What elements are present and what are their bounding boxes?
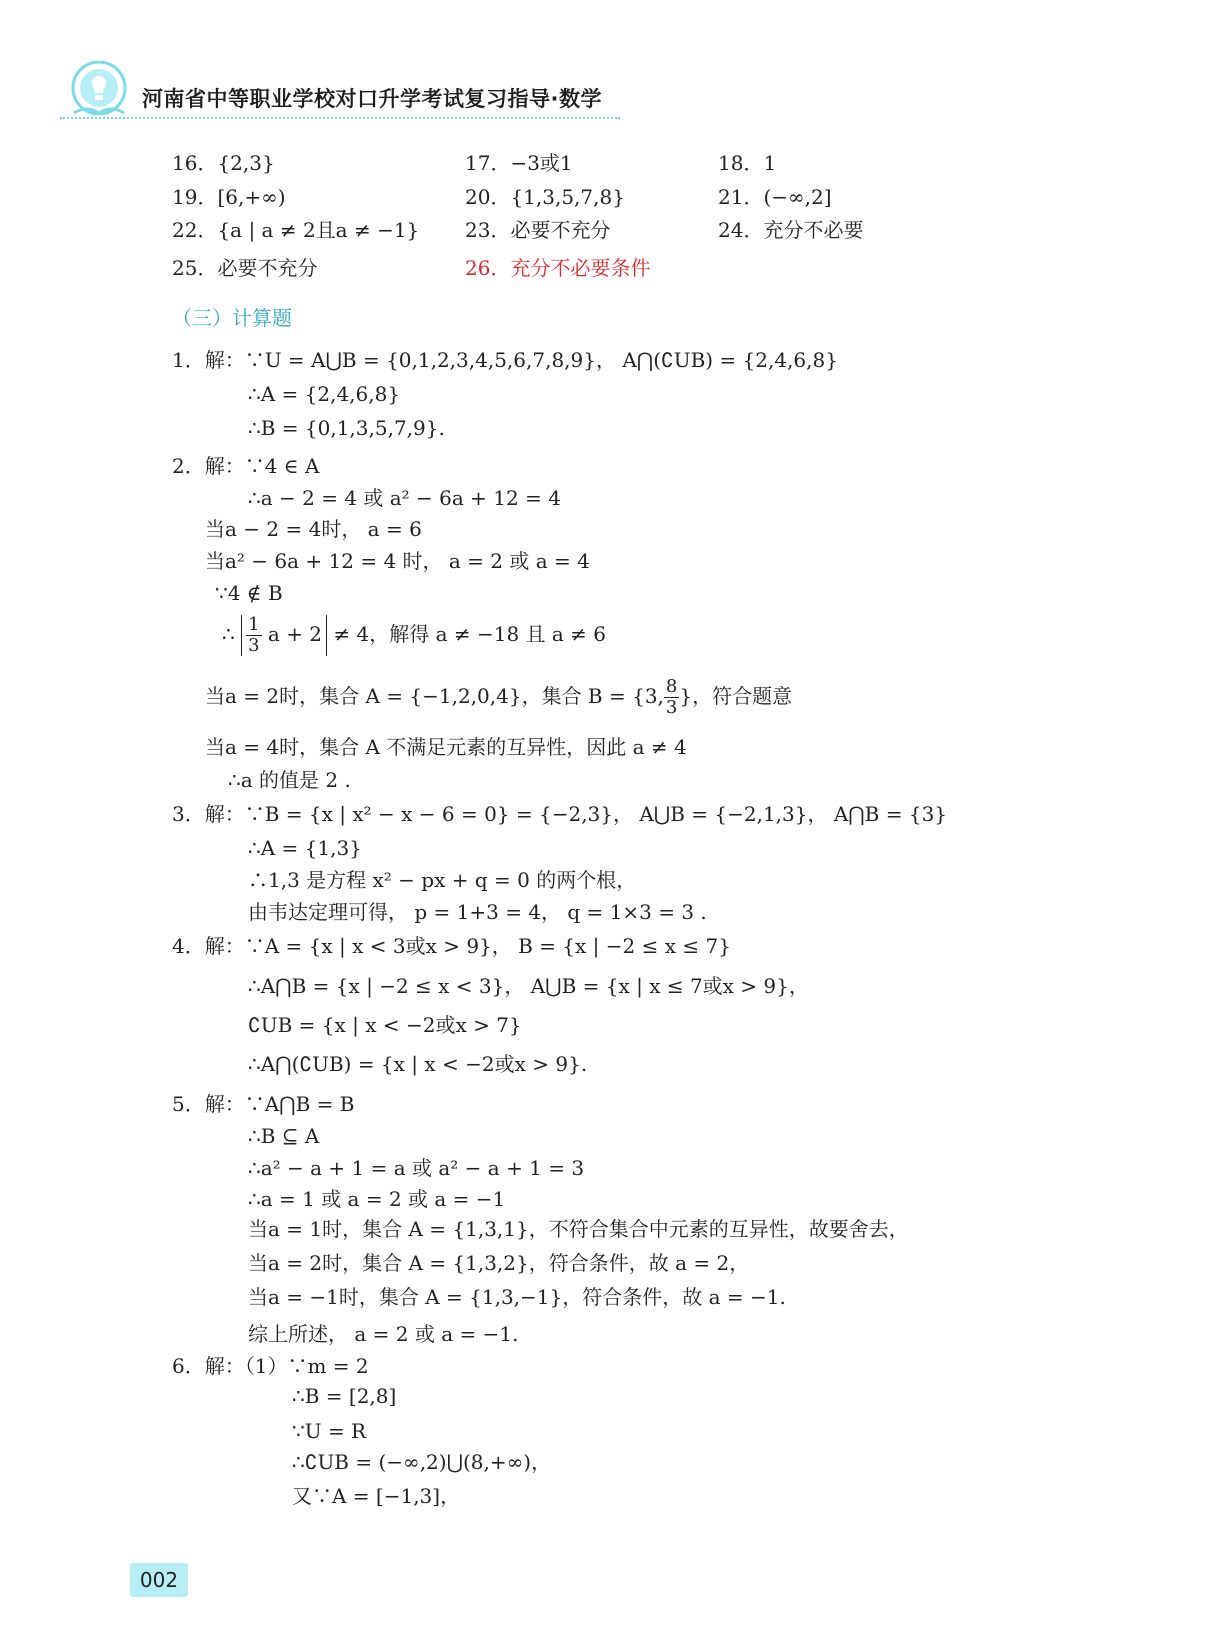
therefore-symbol: ∴ xyxy=(222,622,235,646)
solution-3-line-3: ∴1,3 是方程 x² − px + q = 0 的两个根， xyxy=(248,868,637,892)
answer-18: 18．1 xyxy=(718,151,777,175)
fraction-numerator: 1 xyxy=(248,614,260,635)
answer-25: 25．必要不充分 xyxy=(172,256,318,280)
section-heading: （三）计算题 xyxy=(172,306,292,330)
solution-5-line-2: ∴B ⊆ A xyxy=(248,1124,320,1148)
header-divider xyxy=(60,117,620,119)
solution-2-set-text: 当a = 2时，集合 A = {−1,2,0,4}，集合 B = xyxy=(205,684,626,708)
solution-6-line-1: 6．解：（1）∵m = 2 xyxy=(172,1354,369,1378)
solution-2-line-8: 当a = 4时，集合 A 不满足元素的互异性，因此 a ≠ 4 xyxy=(205,735,687,759)
fraction-eight-thirds xyxy=(664,677,679,718)
solution-2-condition: ≠ 4，解得 a ≠ −18 且 a ≠ 6 xyxy=(333,622,607,646)
solution-2-line-7 xyxy=(205,672,792,720)
set-b-open: {3, xyxy=(632,684,664,708)
solution-1-line-1: 1．解：∵U = A⋃B = {0,1,2,3,4,5,6,7,8,9}， A⋂(∁UB) = {2,4,6,8} xyxy=(172,348,838,372)
solution-1-line-3: ∴B = {0,1,3,5,7,9}. xyxy=(248,416,445,440)
answer-17: 17．−3或1 xyxy=(465,151,573,175)
set-b-close: } xyxy=(679,684,693,708)
solution-4-line-2: ∴A⋂B = {x | −2 ≤ x < 3}， A⋃B = {x | x ≤ 7或x > 9}， xyxy=(248,974,809,998)
answer-23: 23．必要不充分 xyxy=(465,218,611,242)
answer-22: 22．{a | a ≠ 2且a ≠ −1} xyxy=(172,218,420,242)
solution-5-line-4: ∴a = 1 或 a = 2 或 a = −1 xyxy=(248,1187,506,1211)
solution-2-abs-line xyxy=(222,610,606,658)
page-header xyxy=(60,55,620,125)
solution-3-line-2: ∴A = {1,3} xyxy=(248,836,362,860)
solution-2-fits: ，符合题意 xyxy=(692,684,793,708)
solution-2-line-2: ∴a − 2 = 4 或 a² − 6a + 12 = 4 xyxy=(248,486,561,510)
solution-3-line-4: 由韦达定理可得， p = 1+3 = 4， q = 1×3 = 3 . xyxy=(248,900,707,924)
lightbulb-book-icon xyxy=(68,61,130,123)
solution-2-line-4: 当a² − 6a + 12 = 4 时， a = 2 或 a = 4 xyxy=(205,549,590,573)
solution-5-line-5: 当a = 1时，集合 A = {1,3,1}，不符合集合中元素的互异性，故要舍去， xyxy=(248,1217,909,1241)
page-number: 002 xyxy=(130,1563,188,1597)
fraction-numerator: 8 xyxy=(665,676,678,697)
answer-20: 20．{1,3,5,7,8} xyxy=(465,185,625,209)
solution-4-line-4: ∴A⋂(∁UB) = {x | x < −2或x > 9}. xyxy=(248,1052,588,1076)
absolute-value-expression xyxy=(241,615,327,656)
answer-16: 16．{2,3} xyxy=(172,151,275,175)
answer-19: 19．[6,+∞) xyxy=(172,185,286,209)
solution-4-line-1: 4．解：∵A = {x | x < 3或x > 9}， B = {x | −2 ≤ x ≤ 7} xyxy=(172,934,731,958)
solution-2-line-9: ∴a 的值是 2 . xyxy=(228,768,351,792)
fraction-one-third xyxy=(246,615,261,656)
solution-2-line-1: 2．解：∵4 ∈ A xyxy=(172,454,320,478)
solution-5-line-6: 当a = 2时，集合 A = {1,3,2}，符合条件，故 a = 2， xyxy=(248,1251,750,1275)
solution-6-line-3: ∵U = R xyxy=(292,1419,367,1443)
solution-5-line-3: ∴a² − a + 1 = a 或 a² − a + 1 = 3 xyxy=(248,1156,585,1180)
solution-5-line-8: 综上所述， a = 2 或 a = −1. xyxy=(248,1322,519,1346)
solution-5-line-1: 5．解：∵A⋂B = B xyxy=(172,1092,355,1116)
solution-6-line-4: ∴∁UB = (−∞,2)⋃(8,+∞)， xyxy=(292,1450,552,1474)
solution-2-line-5: ∵4 ∉ B xyxy=(215,581,283,605)
solution-6-line-5: 又∵A = [−1,3]， xyxy=(292,1484,461,1508)
abs-rest: a + 2 xyxy=(267,622,323,646)
answer-24: 24．充分不必要 xyxy=(718,218,864,242)
header-title: 河南省中等职业学校对口升学考试复习指导·数学 xyxy=(142,87,602,111)
fraction-denominator: 3 xyxy=(665,697,678,718)
answer-21: 21．(−∞,2] xyxy=(718,185,832,209)
solution-2-line-3: 当a − 2 = 4时， a = 6 xyxy=(205,517,422,541)
solution-6-line-2: ∴B = [2,8] xyxy=(292,1384,397,1408)
solution-5-line-7: 当a = −1时，集合 A = {1,3,−1}，符合条件，故 a = −1. xyxy=(248,1285,786,1309)
solution-4-line-3: ∁UB = {x | x < −2或x > 7} xyxy=(248,1013,522,1037)
fraction-denominator: 3 xyxy=(248,635,260,656)
solution-1-line-2: ∴A = {2,4,6,8} xyxy=(248,382,401,406)
solution-3-line-1: 3．解：∵B = {x | x² − x − 6 = 0} = {−2,3}， A⋃B = {−2,1,3}， A⋂B = {3} xyxy=(172,802,948,826)
answer-26: 26．充分不必要条件 xyxy=(465,256,651,280)
